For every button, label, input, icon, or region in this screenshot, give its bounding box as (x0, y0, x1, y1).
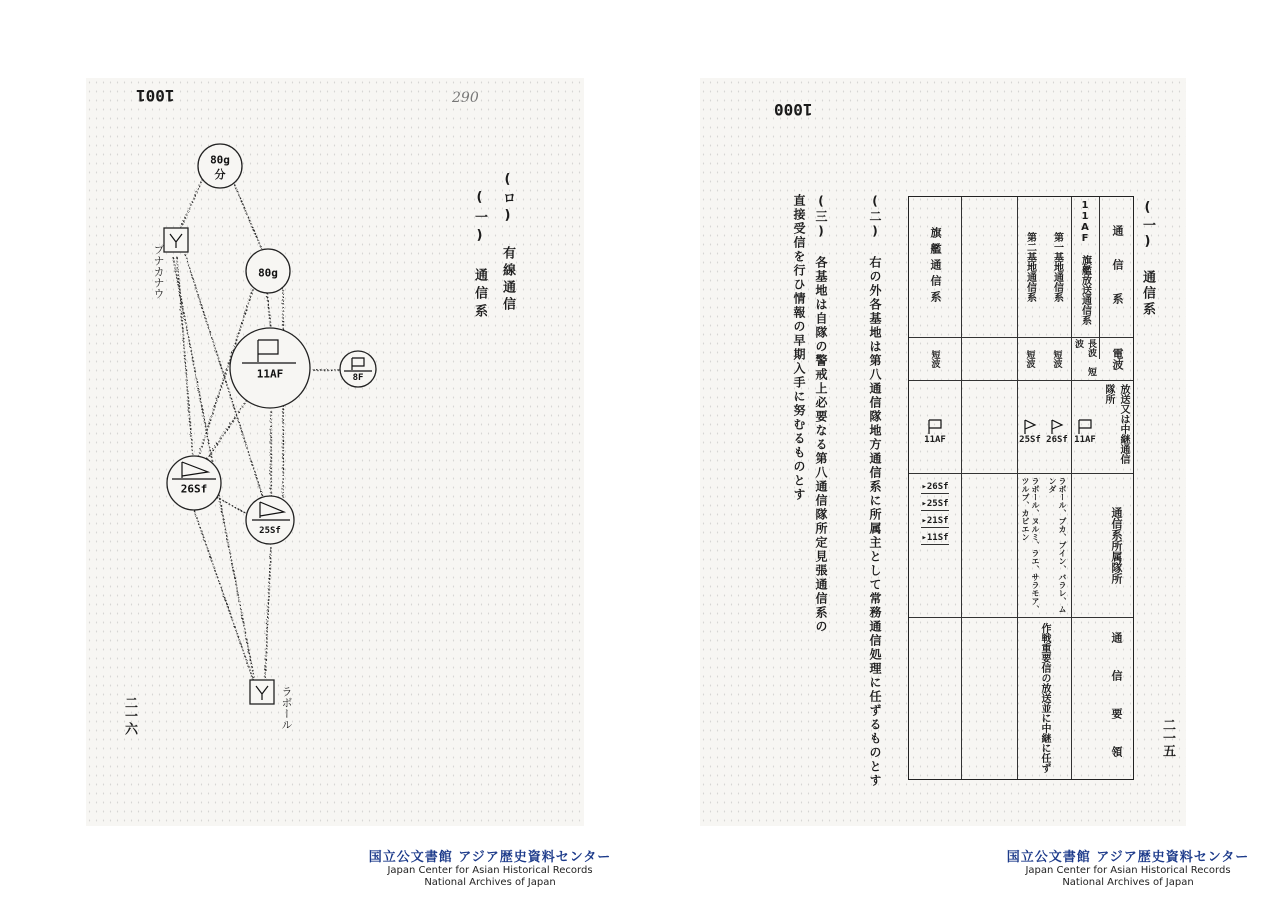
member-25sf: ▸25Sf (921, 499, 949, 509)
footer-en2: National Archives of Japan (424, 877, 556, 888)
row4-name: 旗艦通信系 (929, 227, 942, 307)
node-11af-label: 11AF (256, 367, 284, 381)
node-80g-bun-label-top: 80g (210, 153, 230, 167)
node-80g-label: 80g (258, 266, 278, 280)
section-title: (ロ) 有線通信 (500, 172, 515, 314)
footer-en1: Japan Center for Asian Historical Records (387, 865, 593, 876)
pennant-icon (1022, 419, 1038, 435)
handwritten-number: 290 (452, 90, 479, 106)
network-diagram (86, 78, 584, 826)
row2-relay: 26Sf (1043, 402, 1071, 462)
comm-table (908, 196, 1134, 780)
node-25sf-label: 25Sf (259, 526, 281, 536)
footer-en2: National Archives of Japan (1062, 877, 1194, 888)
row3-relay: 25Sf (1017, 402, 1043, 462)
note-2: (二) 右の外各基地は第八通信隊地方通信系に所属主として常務通信処理に任ずるものとす (868, 194, 882, 788)
row2-wave: 短波 (1051, 349, 1062, 368)
row4-members (911, 481, 959, 615)
pennant-icon (1049, 419, 1065, 435)
rabaul-label: ラボール (280, 686, 293, 730)
footer-jp: 国立公文書館 アジア歴史資料センター (1006, 850, 1250, 865)
node-8f-label: 8F (352, 373, 364, 383)
row1-procedure: 作戦重要信の放送並に中継に任ず (1039, 623, 1050, 773)
node-80g-bun-label-bottom: 分 (214, 168, 226, 181)
flag-icon (1076, 419, 1094, 435)
header-relay: 放送又は中継通信隊所 (1103, 383, 1129, 464)
node-rabaul (250, 680, 274, 704)
header-wave: 電波 (1111, 347, 1124, 370)
col-line (961, 197, 962, 779)
header-members: 通信系所属隊所 (1110, 506, 1123, 584)
member-21sf: ▸21Sf (921, 516, 949, 526)
link-25sf-rabaul (264, 542, 270, 678)
link-80gbun-80g (232, 180, 264, 256)
row2-name: 第一基地通信系 (1051, 232, 1063, 302)
row1-name: 11AF 旗艦放送通信系 (1079, 200, 1091, 325)
right-page (700, 78, 1186, 826)
row3-name: 第二基地通信系 (1024, 232, 1036, 302)
flag-icon (926, 419, 944, 435)
row4-wave: 短波 (929, 349, 940, 368)
note-3: (三) 各基地は自隊の警戒上必要なる第八通信隊所定見張通信系の直接受信を行ひ情報の早期入手に努むるものとす (792, 194, 828, 634)
row1-relay: 11AF (1071, 402, 1099, 462)
row4-relay: 11AF (909, 402, 961, 462)
row1-wave: 長波 短波 (1073, 338, 1096, 376)
frame-number: 1000 (774, 100, 813, 119)
heading: (一) 通信系 (1140, 200, 1155, 318)
footer-right (978, 846, 1278, 889)
left-page (86, 78, 584, 826)
col-line (1099, 197, 1100, 359)
link-26sf-rabaul (192, 506, 254, 684)
footer-jp: 国立公文書館 アジア歴史資料センター (368, 850, 612, 865)
footer-en1: Japan Center for Asian Historical Records (1025, 865, 1231, 876)
header-system: 通 信 系 (1111, 224, 1124, 310)
bunakanau-label: ブナカナウ (152, 244, 165, 299)
link-bunakanau-26sf (176, 256, 192, 460)
row2-members: ラボール、ブカ、ブイン、バラレ、ムンダ (1048, 477, 1067, 613)
member-26sf: ▸26Sf (921, 482, 949, 492)
member-11sf: ▸11Sf (921, 533, 949, 543)
node-bunakanau (164, 228, 188, 252)
row3-members: ラボール、ヌルミ、ラエ、サラモア、ツルブ、カビエン (1021, 477, 1040, 613)
page-number: 二一五 (1160, 718, 1175, 757)
subsection-title: (一) 通信系 (472, 190, 487, 322)
header-procedure: 通 信 要 領 (1110, 631, 1123, 765)
node-26sf-label: 26Sf (180, 482, 208, 496)
footer-left (340, 846, 640, 889)
link-80g-11af (266, 292, 270, 330)
row3-wave: 短波 (1024, 349, 1035, 368)
frame-number: 1001 (136, 86, 175, 105)
page-number: 二一六 (122, 696, 137, 735)
